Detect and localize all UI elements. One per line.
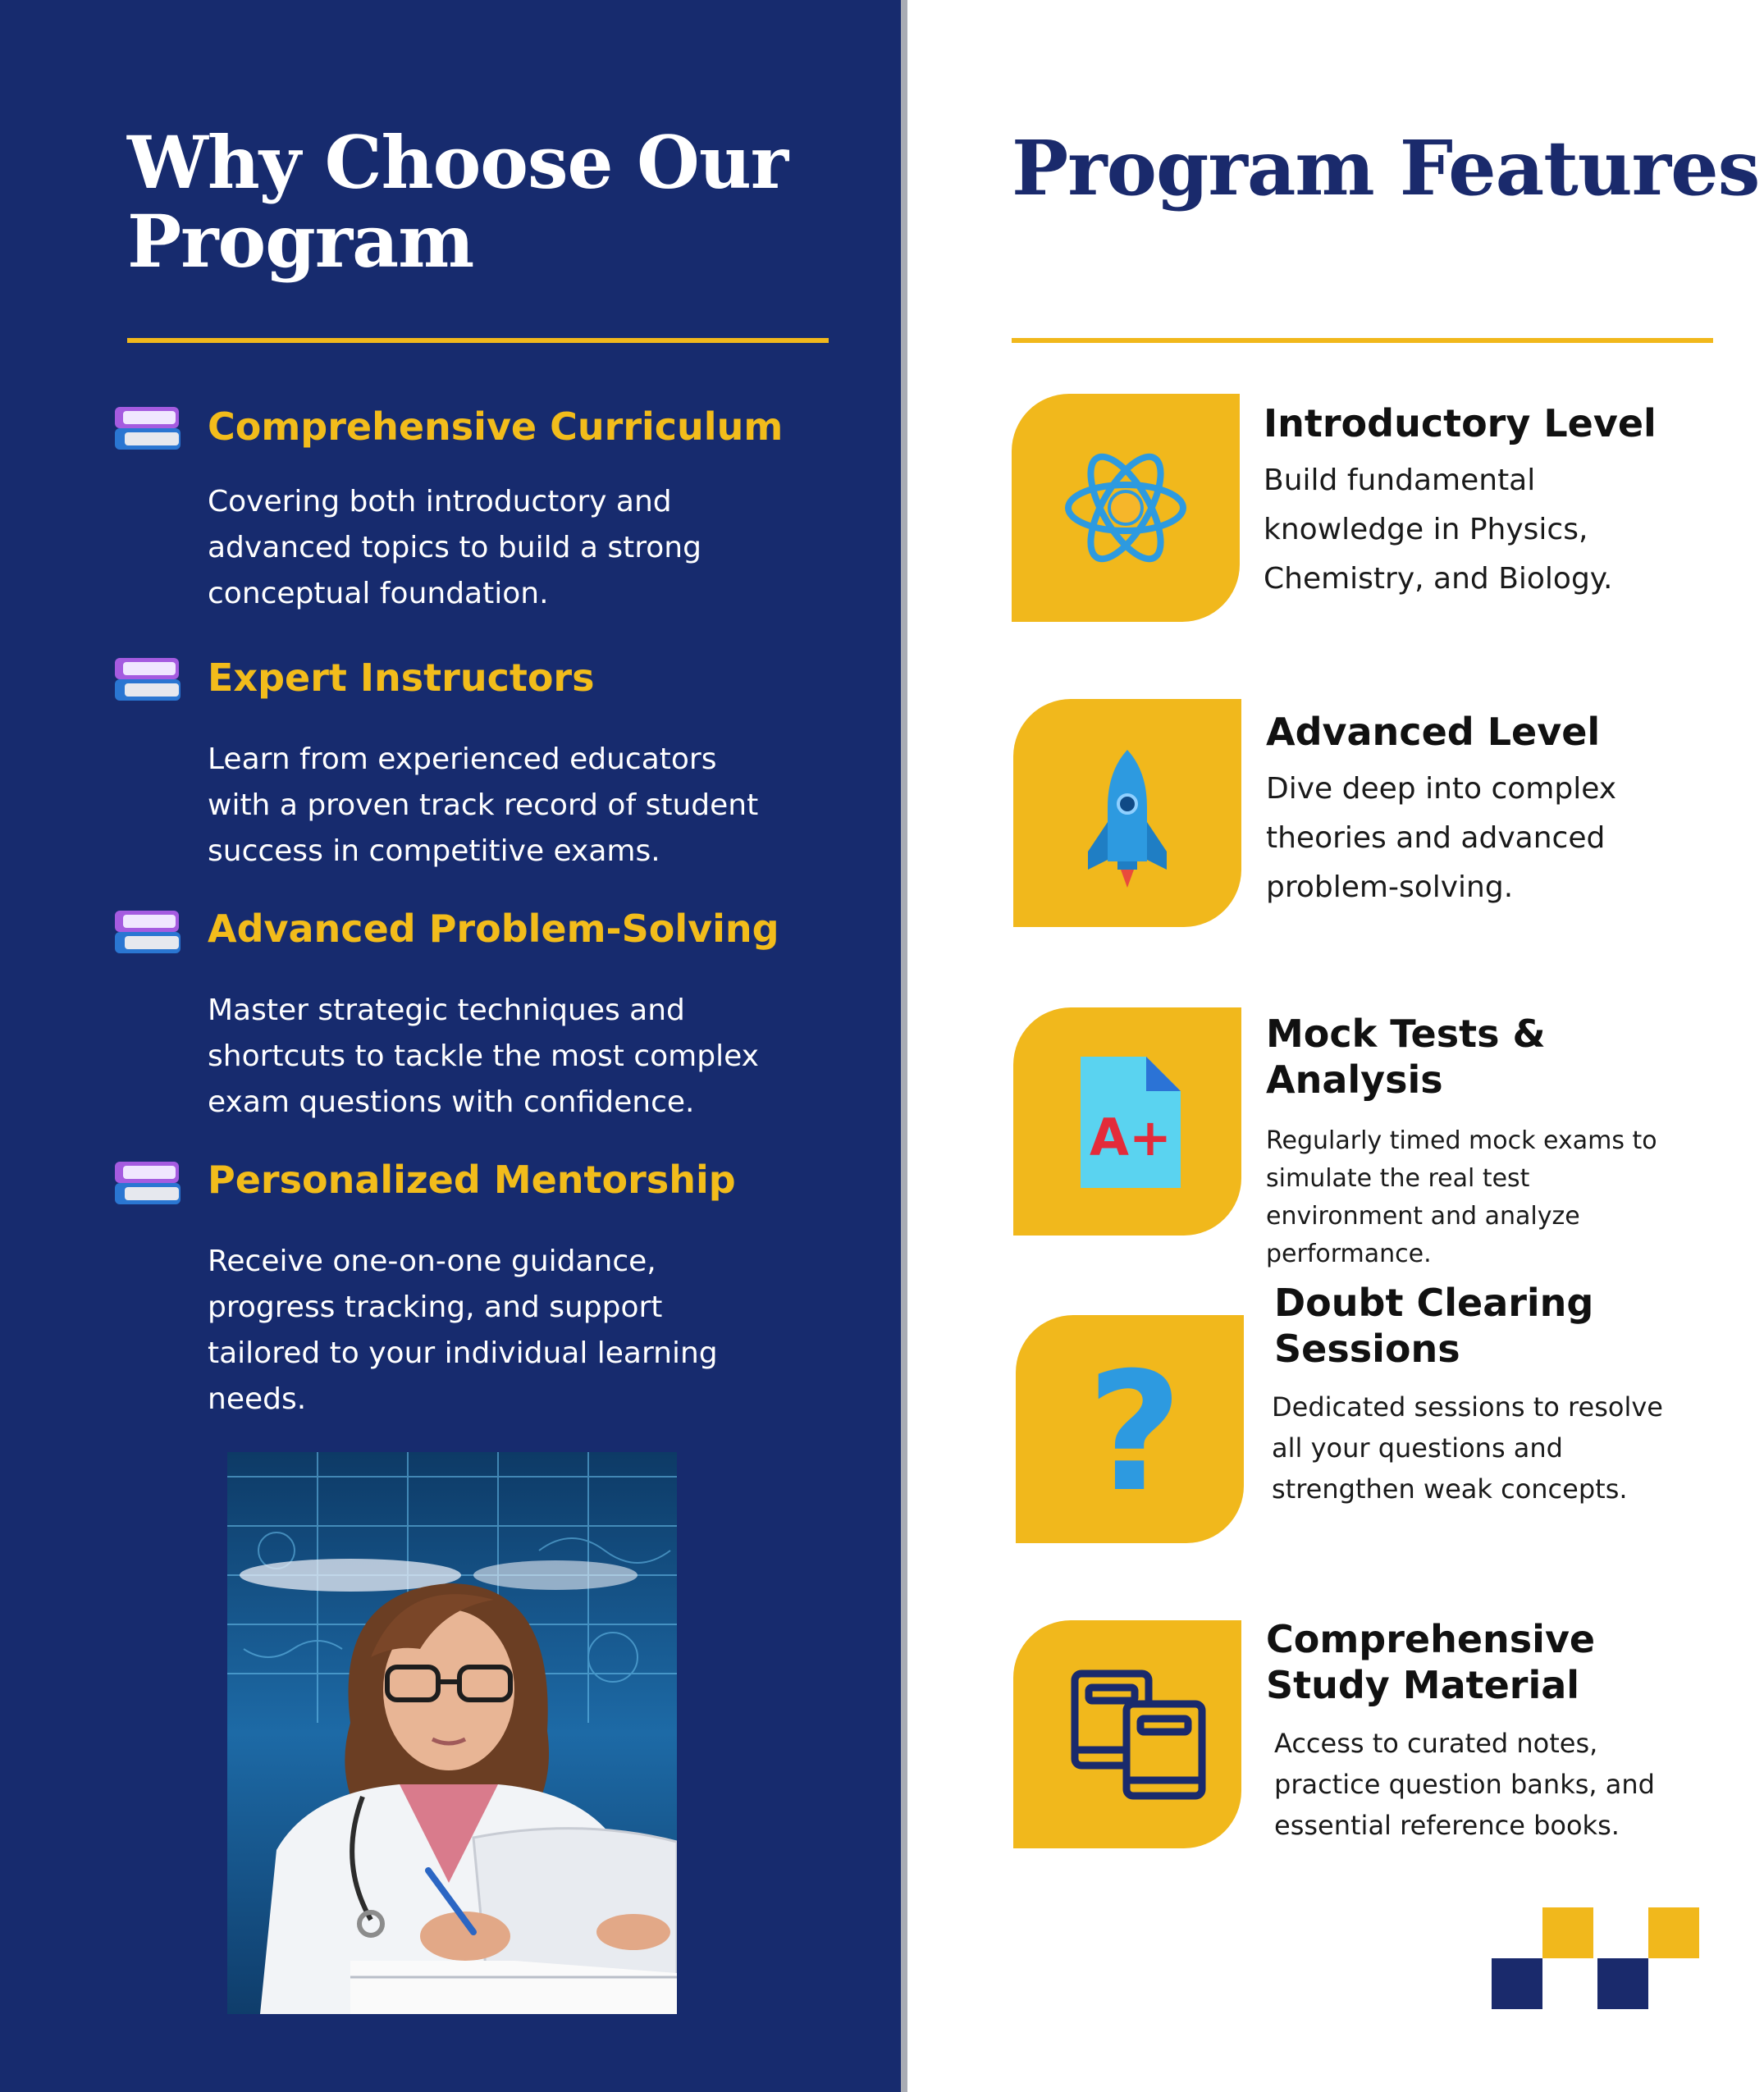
student-photo — [227, 1452, 677, 2014]
grade-text: A+ — [1090, 1108, 1172, 1167]
reason-description: Master strategic techniques and shortcuts to tackle the most complex exam questions with confidence. — [208, 993, 759, 1119]
feature-title: Doubt Clearing Sessions — [1274, 1281, 1594, 1371]
feature-title: Introductory Level — [1264, 401, 1657, 445]
reason-description: Receive one-on-one guidance, progress tracking, and support tailored to your individual learning needs. — [208, 1245, 718, 1416]
feature-description: Regularly timed mock exams to simulate the real test environment and analyze performance. — [1266, 1126, 1657, 1268]
left-heading-rule — [127, 338, 829, 343]
feature-title: Mock Tests & Analysis — [1266, 1012, 1546, 1102]
feature-description: Dive deep into complex theories and advanced problem-solving. — [1266, 772, 1617, 904]
panel-divider — [901, 0, 907, 2092]
books-stack-icon — [113, 655, 182, 704]
books-stack-icon — [113, 404, 182, 453]
reason-description: Learn from experienced educators with a proven track record of student success in competitive exams. — [208, 742, 759, 868]
books-stack-icon — [113, 907, 182, 957]
rocket-icon — [1013, 699, 1241, 927]
books-stack-icon — [113, 1158, 182, 1208]
reason-title: Expert Instructors — [208, 655, 595, 700]
reason-description: Covering both introductory and advanced topics to build a strong conceptual foundation. — [208, 485, 701, 610]
decor-square — [1648, 1907, 1699, 1958]
question-symbol: ? — [1086, 1337, 1183, 1528]
left-heading: Why Choose Our Program — [127, 120, 788, 284]
feature-description: Dedicated sessions to resolve all your questions and strengthen weak concepts. — [1272, 1391, 1663, 1505]
grade-document-icon — [1013, 1007, 1241, 1236]
feature-title: Advanced Level — [1266, 710, 1601, 754]
decor-square — [1597, 1958, 1648, 2009]
feature-tile — [1013, 1620, 1241, 1848]
feature-tile — [1013, 699, 1241, 927]
books-outline-icon — [1013, 1620, 1241, 1848]
atom-icon — [1012, 394, 1240, 622]
reason-title: Comprehensive Curriculum — [208, 404, 784, 449]
decor-square — [1492, 1958, 1542, 2009]
decor-square — [1542, 1907, 1593, 1958]
feature-tile — [1016, 1315, 1244, 1543]
right-heading: Program Features — [1012, 124, 1760, 212]
right-heading-rule — [1012, 338, 1713, 343]
feature-title: Comprehensive Study Material — [1266, 1617, 1596, 1707]
feature-tile — [1012, 394, 1240, 622]
feature-description: Build fundamental knowledge in Physics, Chemistry, and Biology. — [1264, 464, 1613, 596]
feature-description: Access to curated notes, practice question banks, and essential reference books. — [1274, 1728, 1655, 1841]
reason-title: Advanced Problem-Solving — [208, 907, 779, 951]
feature-tile — [1013, 1007, 1241, 1236]
question-mark-icon — [1016, 1315, 1244, 1543]
reason-title: Personalized Mentorship — [208, 1158, 736, 1202]
